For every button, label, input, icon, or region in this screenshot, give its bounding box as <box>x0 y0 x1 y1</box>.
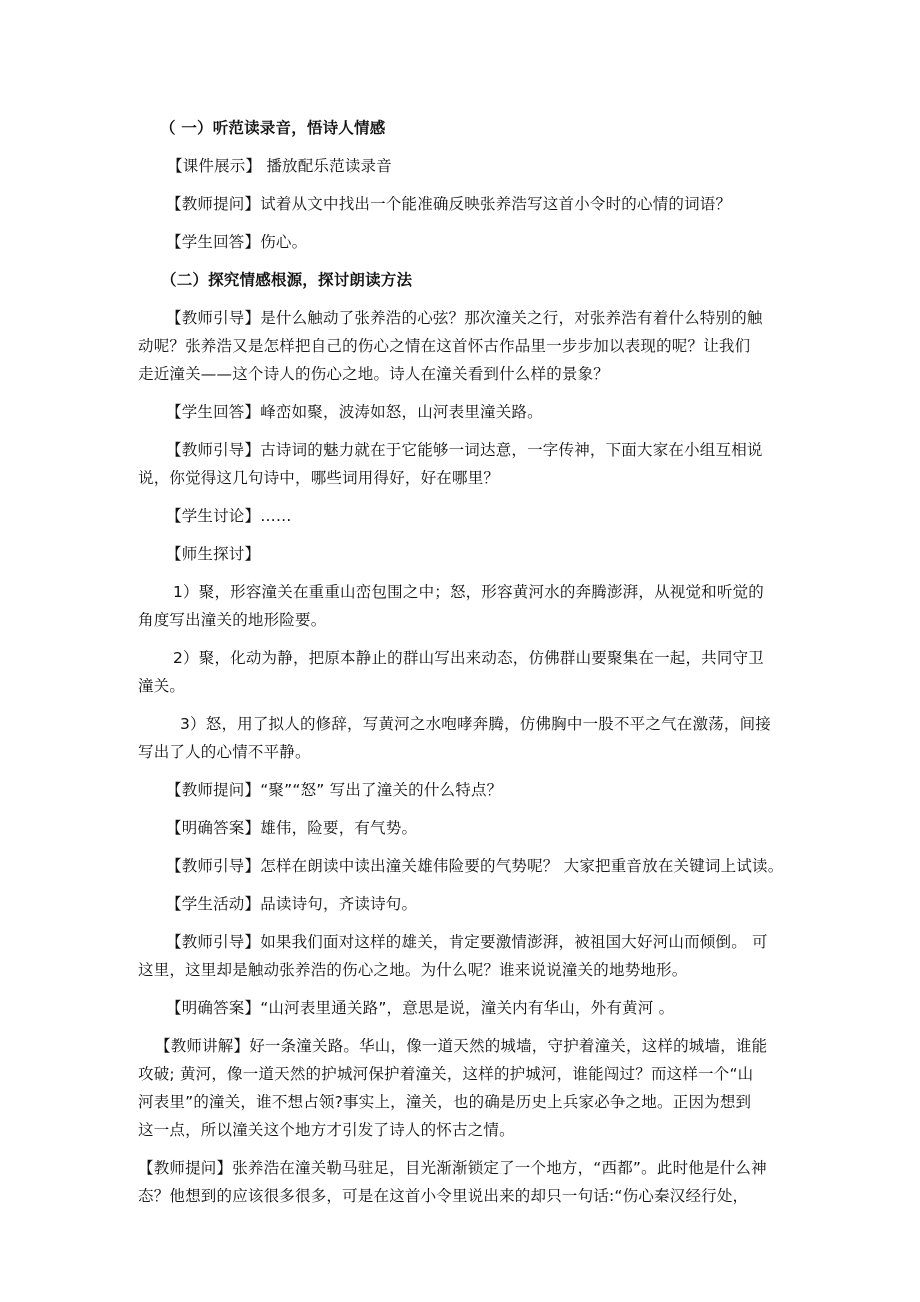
list-item: 1）聚，形容潼关在重重山峦包围之中；怒，形容黄河水的奔腾澎湃，从视觉和听觉的 <box>173 583 764 601</box>
paragraph-line: 【教师引导】如果我们面对这样的雄关，肯定要激情澎湃，被祖国大好河山而倾倒。 可 <box>166 933 768 951</box>
paragraph-line: 河表里”的潼关，谁不想占领?事实上，潼关，也的确是历史上兵家必争之地。正因为想到 <box>138 1093 752 1111</box>
answer-line: 【明确答案】“山河表里通关路”，意思是说，潼关内有华山，外有黄河 。 <box>166 999 675 1017</box>
paragraph-line: 态？他想到的应该很多很多，可是在这首小令里说出来的却只一句话:“伤心秦汉经行处， <box>138 1187 749 1205</box>
paragraph-line: 【教师引导】古诗词的魅力就在于它能够一词达意，一字传神，下面大家在小组互相说 <box>166 441 763 459</box>
list-item: 3）怒，用了拟人的修辞，写黄河之水咆哮奔腾，仿佛胸中一股不平之气在激荡，间接 <box>180 715 771 733</box>
paragraph-line: 攻破; 黄河，像一道天然的护城河保护着潼关，这样的护城河，谁能闯过？而这样一个“山 <box>138 1065 754 1083</box>
student-answer-line: 【学生回答】伤心。 <box>166 233 308 251</box>
student-activity-line: 【学生活动】品读诗句，齐读诗句。 <box>166 895 418 913</box>
answer-line: 【明确答案】雄伟，险要，有气势。 <box>166 819 418 837</box>
paragraph-line: 【教师引导】是什么触动了张养浩的心弦？那次潼关之行，对张养浩有着什么特别的触 <box>166 309 763 327</box>
paragraph-line: 这里，这里却是触动张养浩的伤心之地。为什么呢？谁来说说潼关的地势地形。 <box>138 961 688 979</box>
list-item-continuation: 角度写出潼关的地形险要。 <box>138 611 327 629</box>
section-heading-one: （ 一）听范读录音，悟诗人情感 <box>160 119 386 137</box>
list-item: 2）聚，化动为静，把原本静止的群山写出来动态，仿佛群山要聚集在一起，共同守卫 <box>173 649 764 667</box>
section-heading-two: （二）探究情感根源，探讨朗读方法 <box>161 271 413 289</box>
paragraph-line: 这一点，所以潼关这个地方才引发了诗人的怀古之情。 <box>138 1121 515 1139</box>
discussion-heading: 【师生探讨】 <box>166 545 261 563</box>
paragraph-line: 走近潼关——这个诗人的伤心之地。诗人在潼关看到什么样的景象？ <box>138 365 610 383</box>
list-item-continuation: 写出了人的心情不平静。 <box>138 743 311 761</box>
teacher-guidance-line: 【教师引导】怎样在朗读中读出潼关雄伟险要的气势呢？ 大家把重音放在关键词上试读。 <box>166 857 784 875</box>
paragraph-line: 【教师提问】张养浩在潼关勒马驻足，目光渐渐锁定了一个地方，“西都”。此时他是什么神 <box>138 1159 767 1177</box>
paragraph-line: 动呢？张养浩又是怎样把自己的伤心之情在这首怀古作品里一步步加以表现的呢？让我们 <box>138 337 751 355</box>
paragraph-line: 【教师讲解】好一条潼关路。华山，像一道天然的城墙，守护着潼关，这样的城墙，谁能 <box>155 1037 768 1055</box>
list-item-continuation: 潼关。 <box>138 677 186 695</box>
student-answer-line: 【学生回答】峰峦如聚，波涛如怒，山河表里潼关路。 <box>166 403 543 421</box>
student-discussion-line: 【学生讨论】…… <box>166 507 292 525</box>
paragraph-line: 说，你觉得这几句诗中，哪些词用得好，好在哪里？ <box>138 469 500 487</box>
teacher-question-line: 【教师提问】“聚”“怒” 写出了潼关的什么特点？ <box>166 781 503 799</box>
teacher-question-line: 【教师提问】试着从文中找出一个能准确反映张养浩写这首小令时的心情的词语？ <box>166 195 732 213</box>
courseware-display-line: 【课件展示】 播放配乐范读录音 <box>167 157 392 175</box>
